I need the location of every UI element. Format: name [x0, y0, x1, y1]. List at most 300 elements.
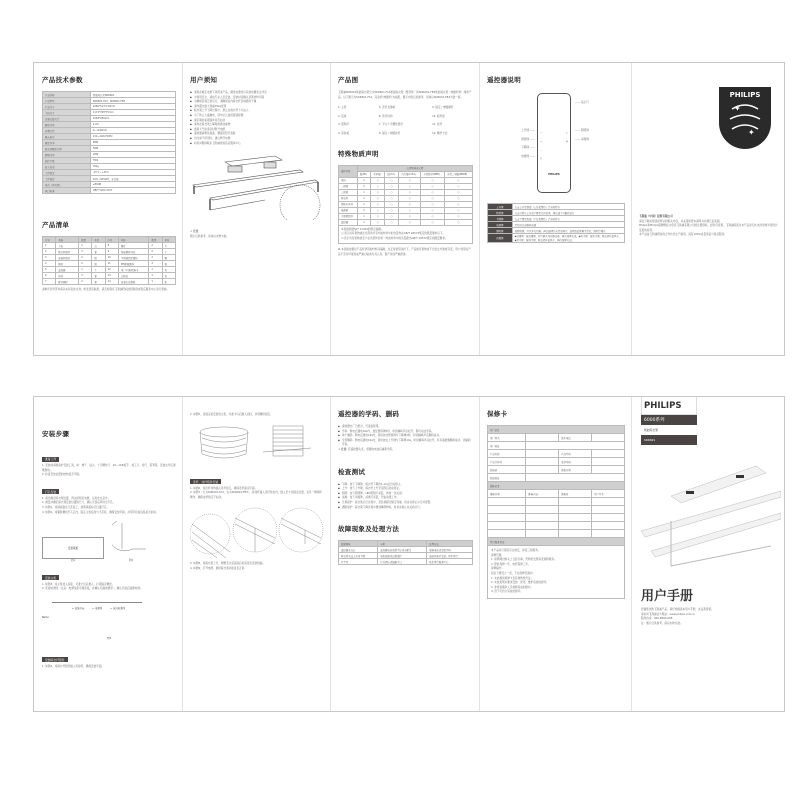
- form-row: [488, 450, 625, 458]
- column-header: 分析: [378, 541, 427, 547]
- table-row: [43, 188, 176, 194]
- part-label: 9. 固定 / 伸缩横杆: [432, 106, 454, 110]
- table-cell: 电机: [339, 177, 358, 183]
- list-item: 注：图片仅供参考，请以实物为准。: [641, 621, 683, 625]
- table-cell: 台: [92, 243, 105, 249]
- column-header: 名称: [118, 237, 149, 243]
- list-item: ● 全部删码：断电后通电10s内，同时按住上升键与下降键10s，听到蜂鸣声后松开，所有遥控器删码成功，需重新学码。: [338, 439, 473, 448]
- table-cell: 合格证: [118, 273, 149, 279]
- table-cell: ○: [444, 183, 472, 189]
- table-cell: 照明功率: [43, 152, 91, 158]
- table-cell: 套: [92, 279, 105, 285]
- record-cell[interactable]: [488, 498, 526, 506]
- field-value[interactable]: [526, 450, 559, 458]
- part-label: 11. 挂杆: [432, 123, 443, 127]
- table-cell: QB/T 5202-2017: [90, 188, 175, 194]
- warranty-column: [479, 397, 631, 711]
- table-cell: 套: [162, 261, 175, 267]
- table-cell: ×: [357, 177, 371, 183]
- record-cell[interactable]: [526, 506, 559, 514]
- table-cell: 2: [79, 279, 92, 285]
- record-cell[interactable]: [488, 506, 526, 514]
- record-cell[interactable]: [488, 522, 526, 530]
- table-cell: 遥控器: [339, 219, 358, 225]
- table-cell: ○: [421, 213, 444, 219]
- check-list: [338, 483, 473, 511]
- record-cell[interactable]: [559, 506, 592, 514]
- table-cell: ×: [357, 213, 371, 219]
- table-cell: ○: [399, 219, 421, 225]
- part-label: 8. 固定 / 伸缩挂杆: [378, 131, 401, 135]
- table-cell: 减轻负载后重试，联系售后: [427, 553, 473, 559]
- table-cell: 伸缩横杆挂扣: [118, 249, 149, 255]
- fig6-illustration: [261, 422, 321, 464]
- specs-column: [34, 63, 182, 355]
- table-cell: 2: [79, 261, 92, 267]
- install-continued-column: [182, 397, 330, 711]
- table-cell: 4: [43, 261, 56, 267]
- table-cell: ○: [371, 207, 385, 213]
- table-row: [339, 559, 473, 565]
- record-cell[interactable]: [526, 498, 559, 506]
- list-item: 2. 整机保修一年，电机保修三年。: [491, 562, 531, 566]
- cover-brand-block: [641, 397, 697, 445]
- fig3-labels: [72, 606, 125, 610]
- warning-triangle-icon: ⚠: [338, 447, 341, 451]
- table-cell: 三极管: [339, 189, 358, 195]
- table-cell: 产品名称: [43, 92, 91, 98]
- cover-title: 用户手册: [641, 589, 694, 604]
- warranty-card-table: [487, 425, 625, 546]
- record-cell[interactable]: [526, 530, 559, 538]
- template-figure: [42, 537, 104, 559]
- check-title: 检查测试: [338, 467, 366, 476]
- part-label: 7. 平头十字螺丝组件: [378, 123, 403, 127]
- sterilize-icon: ◎: [565, 140, 568, 143]
- field-value[interactable]: [592, 450, 625, 458]
- table-row: [488, 234, 625, 243]
- list-item: 3. 如图8，将晾衣架上升，调整至合适高度后检查是否安装稳固。: [190, 562, 265, 566]
- table-cell: ×: [357, 219, 371, 225]
- fig3-label: ← 室内电源线: [110, 606, 125, 610]
- caution-label: 注意: [193, 230, 199, 234]
- table-cell: ○: [444, 213, 472, 219]
- column-header: 数量: [149, 237, 162, 243]
- table-cell: ○: [399, 201, 421, 207]
- field-value[interactable]: [526, 442, 625, 450]
- pairing-list: [338, 425, 473, 448]
- table-cell: -15℃~+45℃: [90, 170, 175, 176]
- fig3-side-label: Remo: [42, 615, 49, 619]
- form-row: [488, 442, 625, 450]
- part-label: 4. 顶装板: [338, 131, 350, 135]
- table-cell: ×: [357, 207, 371, 213]
- table-cell: 个: [162, 249, 175, 255]
- table-cell: ○: [421, 189, 444, 195]
- table-cell: 智能晾衣架SDR601: [90, 92, 175, 98]
- table-cell: 用户手册/保修卡: [118, 267, 149, 273]
- form-row: [488, 466, 625, 474]
- table-cell: 遥控器电池电量不足或未配对: [378, 547, 427, 553]
- table-cell: 2: [79, 255, 92, 261]
- warranty-terms: [487, 546, 625, 599]
- table-cell: 晾衣杆: [339, 195, 358, 201]
- host-steps: [42, 583, 176, 592]
- cover-info: [641, 608, 786, 626]
- remote-button-table: [487, 203, 625, 243]
- table-cell: ○: [399, 183, 421, 189]
- hazard-table: [338, 165, 473, 226]
- field-label: 经销商: [488, 466, 526, 474]
- pairing-note: 若遥控器失灵，请更换电池后重新学码。: [348, 447, 395, 451]
- table-cell: ○: [421, 207, 444, 213]
- table-cell: 18W: [90, 152, 175, 158]
- field-label: 用户姓名: [488, 434, 526, 442]
- record-row: [488, 530, 625, 538]
- specs-title: 产品技术参数: [42, 76, 83, 84]
- table-cell: 横杆: [56, 261, 79, 267]
- record-row: [488, 498, 625, 506]
- list-item: ● 雷雨天气时请及时断开电源: [190, 128, 324, 133]
- table-cell: 灯不亮: [339, 559, 378, 565]
- table-cell: ○: [385, 177, 399, 183]
- section-tag-pole: 安装晾衣杆组件: [42, 657, 68, 662]
- table-cell: 根: [92, 261, 105, 267]
- table-cell: 份: [162, 267, 175, 273]
- list-item: ● 请勿超过最大荷重35kg使用: [190, 105, 324, 110]
- table-cell: 1: [149, 267, 162, 273]
- table-cell: 工作温度: [43, 170, 91, 176]
- column-header: 用户签名: [592, 490, 625, 498]
- record-cell[interactable]: [592, 530, 625, 538]
- list-item: ● 如有问题请联系飞利浦授权售后服务中心: [190, 142, 324, 147]
- column-header: 铅(Pb): [357, 171, 371, 177]
- packing-title: 产品清单: [42, 221, 70, 229]
- shield-stars-icon: [728, 99, 762, 139]
- cover-column: [631, 397, 786, 711]
- table-cell: 张: [162, 279, 175, 285]
- field-label: 联系电话: [559, 434, 592, 442]
- table-cell: 1048*280mm: [90, 116, 175, 122]
- table-row: [339, 219, 473, 225]
- record-cell[interactable]: [592, 506, 625, 514]
- table-cell: 11: [105, 261, 118, 267]
- list-item: ● 为使用安全，请由专业人员安装，安装时需确认顶部结构牢固: [190, 96, 324, 101]
- table-cell: 9: [105, 249, 118, 255]
- table-cell: ○: [371, 177, 385, 183]
- table-cell: ○: [385, 207, 399, 213]
- pause-icon: —: [540, 140, 543, 143]
- table-cell: ○: [399, 177, 421, 183]
- table-cell: 联系售后服务中心: [427, 559, 473, 565]
- philips-shield-logo: [719, 87, 771, 149]
- table-cell: TW2: [90, 158, 175, 164]
- table-cell: ○: [385, 189, 399, 195]
- table-cell: 噪音（声压级）: [43, 182, 91, 188]
- table-cell: 点击可停止上升或下降至任何位置，再次按下可继续运行: [512, 210, 624, 216]
- field-value[interactable]: [526, 466, 559, 474]
- column-header: 序号: [105, 237, 118, 243]
- table-cell: ○: [385, 213, 399, 219]
- table-cell: 4: [149, 261, 162, 267]
- parts-list: [338, 106, 473, 136]
- list-item: 4. 因不可抗力造成的损坏。: [491, 590, 523, 594]
- cover-product-image: [631, 451, 781, 581]
- list-item: ● 为了防止儿童触电，请勿让儿童玩耍遥控器: [190, 114, 324, 119]
- field-value[interactable]: [526, 474, 625, 482]
- record-cell[interactable]: [559, 498, 592, 506]
- trouble-table: [338, 540, 473, 565]
- field-value[interactable]: [592, 434, 625, 442]
- table-cell: 套: [92, 273, 105, 279]
- table-cell: M5膨胀螺栓: [118, 261, 149, 267]
- fig3-label: ← 安装方向: [72, 606, 85, 610]
- record-cell[interactable]: [559, 530, 592, 538]
- list-item: 本表格依据SJ/T 11364的规定编制。: [341, 227, 384, 231]
- table-cell: 2: [149, 255, 162, 261]
- list-item: ● 请用在额定电源下使用本产品，避免电源线与其他电器发生冲突: [190, 91, 324, 96]
- table-cell: 14: [105, 279, 118, 285]
- record-cell[interactable]: [526, 522, 559, 530]
- list-item: ● 单个删码：断电后通电10s内，同时按住暂停键与下降键5秒，听到蜂鸣声后删码成功。: [338, 434, 473, 439]
- table-cell: ○: [371, 219, 385, 225]
- field-label: 产品序列号: [488, 458, 526, 466]
- remote-callout: —— 照明键: [575, 129, 589, 132]
- table-cell: 个: [92, 267, 105, 273]
- table-cell: 35kg: [90, 164, 175, 170]
- list-item: 4. 如图9，打开电源，测试晾衣架功能是否正常。: [190, 566, 247, 570]
- table-cell: 塑胶外壳件: [339, 201, 358, 207]
- part-label: 3. 照明灯: [338, 123, 350, 127]
- table-cell: 不锈钢固定螺栓: [118, 255, 149, 261]
- table-cell: ○: [421, 177, 444, 183]
- table-cell: 工作湿度: [43, 176, 91, 182]
- recycle-icon: ♻: [338, 248, 341, 252]
- cover-product: 智能晾衣架: [641, 425, 697, 435]
- list-item: 2. 连接电源线（注意：电源线需可靠连接，并确认无漏电情况），确认无误后接通电源。: [42, 587, 143, 591]
- section-tag-pole-mount: 连杆、挂杆组件安装: [190, 479, 221, 484]
- section-tag-host: 安装主机: [42, 575, 59, 580]
- section-tag-drill: 打孔安装: [42, 489, 59, 494]
- list-item: 感谢您选购飞利浦产品，请仔细阅读本用户手册，并妥善保管。: [641, 608, 714, 611]
- table-cell: 按照明键，灯具开关切换；再次按键灯光亮度调节；连续按此键调节亮度、照明等模式: [512, 228, 624, 234]
- install-title: 安装步骤: [42, 430, 70, 438]
- table-cell: 二极管: [339, 183, 358, 189]
- table-cell: ○: [421, 219, 444, 225]
- column-header: 单位: [162, 237, 175, 243]
- template-label: 安装模板: [67, 547, 79, 551]
- record-cell[interactable]: [592, 498, 625, 506]
- field-label: 发票号码: [559, 458, 592, 466]
- table-cell: 10%~90%RH，无冷凝: [90, 176, 175, 182]
- table-cell: SDR601-FA3、SDR601-FB3: [90, 98, 175, 104]
- record-cell[interactable]: [488, 530, 526, 538]
- list-item: 1. 请先确定晾衣架位置，再关闭相应电源，以免发生意外。: [42, 496, 111, 500]
- cover-model: SDR601: [641, 435, 697, 445]
- table-cell: 6: [43, 273, 56, 279]
- table-cell: 防护等级: [43, 158, 91, 164]
- column-header: 名称: [56, 237, 79, 243]
- list-item: ● 遇阻保护：晾衣架下降过程中遇到障碍物时，将自动停止并反向运行。: [338, 506, 473, 511]
- drill-steps: [42, 497, 176, 515]
- back-column: [631, 63, 786, 355]
- table-cell: 遥控器无反应: [339, 547, 378, 553]
- section-row: [488, 538, 625, 546]
- power-icon: ○: [540, 157, 543, 160]
- form-row: [488, 474, 625, 482]
- table-cell: ○: [421, 183, 444, 189]
- record-cell[interactable]: [526, 514, 559, 522]
- remote-body: [537, 93, 571, 193]
- light-icon: ☼: [565, 132, 568, 135]
- notice-list: [190, 91, 324, 146]
- pairing-note-label: 注意: [341, 447, 347, 451]
- list-item: 本产品执行国家有关规定，享受三包服务。: [491, 549, 541, 552]
- field-label: 产品型号: [559, 450, 592, 458]
- table-cell: 螺钉: [118, 243, 149, 249]
- list-item: 保修除外：: [491, 567, 504, 571]
- table-cell: 2: [79, 249, 92, 255]
- table-cell: 0~1190mm: [90, 128, 175, 134]
- list-item: 请访问飞利浦官方网站：www.philips.com.cn: [641, 612, 696, 616]
- list-item: 2. 检查安装位置的结构是否牢固。: [42, 473, 82, 477]
- table-cell: 1: [149, 279, 162, 285]
- up-arrow-icon: ⌃: [540, 132, 543, 135]
- list-item: Philips和Philips盾牌图标为皇家飞利浦有限公司的注册商标，经许可使用，飞利浦保留对本产品进行技术改进和外观设计变更的权利。: [639, 224, 778, 232]
- record-cell[interactable]: [488, 514, 526, 522]
- remote-callout: 电源键 ——: [521, 154, 535, 158]
- column-header: 维修日期: [488, 490, 526, 498]
- list-item: ● 消毒：按下消毒键，消毒灯亮起，开始消毒工作。: [338, 496, 473, 501]
- record-cell[interactable]: [559, 522, 592, 530]
- list-item: 1. 如图6，将连杆挂钩插入连杆挂孔，确保连杆固定牢固。: [190, 486, 258, 490]
- table-cell: ○: [444, 177, 472, 183]
- table-cell: 2280*513*110mm: [90, 104, 175, 110]
- table-cell: 13: [105, 273, 118, 279]
- remote-column: [479, 63, 631, 355]
- hazard-footnotes: [338, 226, 473, 245]
- table-cell: 配件螺栓: [56, 279, 79, 285]
- field-value[interactable]: [592, 458, 625, 466]
- list-item: 2. 未按说明书要求安装、使用、维护造成的损坏；: [491, 581, 549, 585]
- table-cell: 10: [105, 255, 118, 261]
- section-row: [488, 426, 625, 434]
- list-item: ● 为确保负载正常运行，请确保室内晾衣杆区域通风干燥: [190, 100, 324, 105]
- list-item: 3. 非授权服务人员拆修造成的损坏；: [491, 585, 534, 589]
- table-cell: 电源键: [488, 222, 513, 228]
- column-header: 维修内容: [526, 490, 559, 498]
- section-header: 售后服务承诺: [488, 538, 625, 546]
- table-cell: 片: [162, 243, 175, 249]
- record-cell[interactable]: [559, 514, 592, 522]
- table-cell: ◆消毒键：按消毒键，开启紫外线消毒功能；再次按键关闭。◆风干键：按风干键，晾衣架开始风干。◆烘干键：按烘干键，晾衣架开始烘干，再次按键关闭。: [512, 234, 624, 243]
- fig9a-illustration: [231, 504, 278, 558]
- packing-note: 清单所列零部件请以实际包装为准，如发现有缺损，请及时联系飞利浦授权的经销商或售后服务中心进行更换。: [42, 288, 170, 291]
- list-item: 1. 未能提供保修卡及有效购机凭证；: [491, 576, 534, 580]
- remote-title: 遥控器说明: [487, 76, 521, 84]
- brand-wordmark: PHILIPS: [729, 91, 761, 99]
- remote-callout: 下降键 ——: [521, 146, 535, 150]
- table-cell: 2: [43, 249, 56, 255]
- remote-brand: PHILIPS: [548, 173, 560, 176]
- part-label: 10. 晾杆座: [432, 114, 445, 118]
- table-cell: ○: [385, 201, 399, 207]
- field-label: 产品名称: [488, 450, 526, 458]
- list-item: 本产品由飞利浦授权的合作伙伴生产制造，具有100%质量保证与售后服务。: [639, 233, 727, 237]
- part-label: 2. 底座: [338, 114, 347, 118]
- table-cell: 2: [149, 243, 162, 249]
- product-column: [330, 63, 479, 355]
- list-item: ● 过载保护：晾衣架运行过程中，若负载超过额定荷重，将自动停止运行并报警。: [338, 501, 473, 506]
- fig2-caption: 图2: [128, 559, 134, 563]
- field-value[interactable]: [526, 458, 559, 466]
- table-cell: ○: [399, 207, 421, 213]
- table-cell: 照明键: [488, 228, 513, 234]
- install-column: [34, 397, 182, 711]
- notice-title: 用户须知: [190, 76, 218, 84]
- record-cell[interactable]: [592, 514, 625, 522]
- list-item: ● 长时间不使用时，建议断开电源: [190, 137, 324, 142]
- table-cell: 升降行程: [43, 128, 91, 134]
- table-cell: ○: [385, 195, 399, 201]
- table-cell: 1: [43, 243, 56, 249]
- table-cell: ○: [444, 207, 472, 213]
- remote-diagram: [487, 91, 625, 203]
- field-value[interactable]: [526, 434, 559, 442]
- field-label: 用户地址: [488, 442, 526, 450]
- column-header: 多溴联苯(PBB): [421, 171, 444, 177]
- warning-triangle-icon: ⚠: [190, 230, 193, 234]
- record-row: [488, 514, 625, 522]
- table-cell: 安装孔距尺寸: [43, 116, 91, 122]
- notice-column: [182, 63, 330, 355]
- table-cell: 12: [105, 267, 118, 273]
- svg-text:✦: ✦: [734, 104, 741, 113]
- list-item: 保修范围：: [491, 553, 504, 557]
- section-header: 用户信息: [488, 426, 625, 434]
- table-cell: 下降键: [488, 216, 513, 222]
- list-item: 2. 测量并确定晾衣架安装位置的尺寸，确认无误后再进行打孔。: [42, 501, 116, 505]
- table-cell: 最大荷重: [43, 164, 91, 170]
- fig8-illustration: [190, 504, 231, 558]
- table-cell: 5: [43, 267, 56, 273]
- table-cell: 根: [92, 255, 105, 261]
- table-cell: ○: [385, 183, 399, 189]
- table-cell: ○: [444, 195, 472, 201]
- table-cell: 晾衣杆组件: [56, 249, 79, 255]
- table-cell: 7: [43, 279, 56, 285]
- cover-brand: PHILIPS: [641, 397, 697, 415]
- table-cell: 执行标准: [43, 188, 91, 194]
- field-value[interactable]: [592, 466, 625, 474]
- part-label: 1. 主机: [338, 106, 347, 110]
- record-cell[interactable]: [592, 522, 625, 530]
- table-cell: ○: [399, 213, 421, 219]
- table-cell: ○: [421, 201, 444, 207]
- env-note: 本表格依据该产品所使用的材料而编制，在正常使用条件下，产品的有害物质不会发生外泄或突变，用户使用该产品不会对环境造成严重污染或对其人身、财产造成严重损害。: [338, 248, 471, 256]
- table-cell: 晾衣架额定功率: [43, 146, 91, 152]
- bolt-figure: [112, 521, 150, 555]
- column-header: 有害物质或元素: [357, 165, 472, 171]
- part-label: 12. 侧杆卡扣: [432, 131, 448, 135]
- manual-sheet-outside: [33, 396, 785, 712]
- table-cell: 点击上升至顶部（上位报警位）后自动停止: [512, 204, 624, 210]
- table-cell: 58W: [90, 146, 175, 152]
- list-item: ● 遥控器请避免高温、潮湿及阳光直射: [190, 132, 324, 137]
- table-cell: ○: [444, 189, 472, 195]
- table-cell: 点击下降至底部（下位报警位）后自动停止: [512, 216, 624, 222]
- fig9b-illustration: [277, 504, 324, 558]
